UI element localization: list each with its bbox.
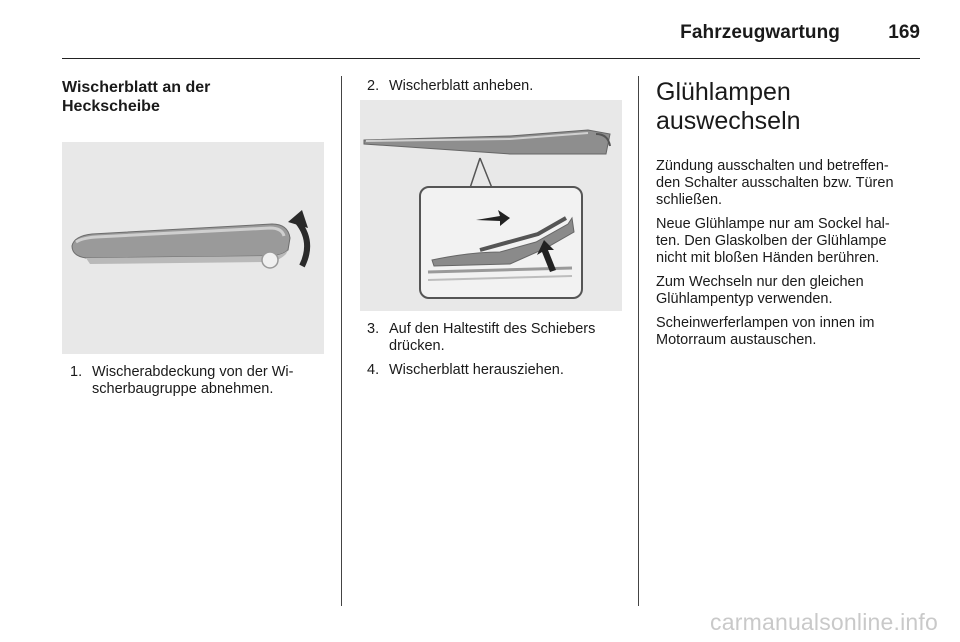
text-line: Zündung ausschalten und betreffen- [656,158,889,174]
step-3 [367,321,622,355]
text-line: den Schalter ausschalten bzw. Türen [656,175,894,191]
figure-wiper-blade [360,100,622,311]
step-text: Auf den Haltestift des Schiebers [389,321,596,337]
bulb-instructions [656,158,922,349]
wiper-cover-illustration [62,142,324,354]
page-header [62,14,920,59]
page-number: 169 [888,22,920,43]
column-rear-wiper [62,78,324,398]
step-number: 3. [367,321,380,337]
step-text: Wischerblatt anheben. [389,78,534,94]
step-text: Wischerabdeckung von der Wi- [92,364,294,380]
step-1 [70,364,324,398]
figure-wiper-cover [62,142,324,354]
running-title: Fahrzeugwartung [680,22,840,43]
paragraph [656,216,922,267]
text-line: ten. Den Glaskolben der Glühlampe [656,233,887,249]
step-4 [367,362,622,379]
column-bulb-replacement [656,78,922,356]
section-heading-rear-wiper [62,78,324,116]
column-wiper-steps [360,78,622,379]
text-line: Scheinwerferlampen von innen im [656,315,875,331]
text-line: nicht mit bloßen Händen berühren. [656,250,880,266]
paragraph [656,158,922,209]
heading-line: Heckscheibe [62,98,160,115]
column-divider [341,76,342,606]
step-number: 2. [367,78,380,94]
text-line: Neue Glühlampe nur am Sockel hal- [656,216,890,232]
text-line: Motorraum austauschen. [656,332,817,348]
step-text: Wischerblatt herausziehen. [389,362,564,378]
step-number: 1. [70,364,83,380]
step-text: scherbaugruppe abnehmen. [92,381,274,397]
watermark: carmanualsonline.info [710,609,938,635]
paragraph [656,274,922,308]
text-line: schließen. [656,192,723,208]
wiper-blade-illustration [360,100,622,311]
text-line: Zum Wechseln nur den gleichen [656,274,864,290]
section-heading-bulbs [656,78,922,136]
heading-line: Glühlampen [656,78,791,106]
heading-line: auswechseln [656,107,801,135]
column-divider [638,76,639,606]
heading-line: Wischerblatt an der [62,79,211,96]
paragraph [656,315,922,349]
step-2 [367,78,622,95]
text-line: Glühlampentyp verwenden. [656,291,833,307]
step-number: 4. [367,362,380,378]
step-text: drücken. [389,338,445,354]
